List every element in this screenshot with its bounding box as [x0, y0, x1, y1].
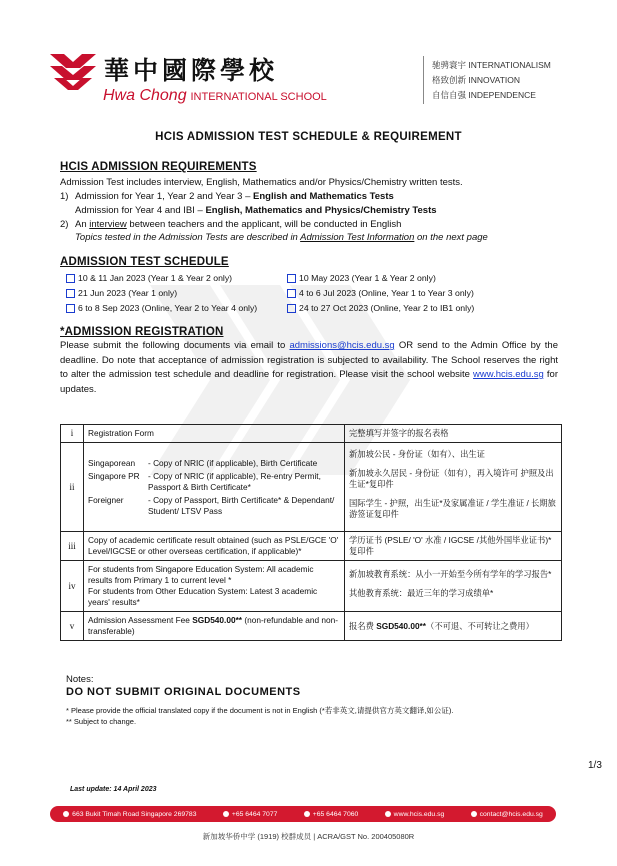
schedule-item: 6 to 8 Sep 2023 (Online, Year 2 to Year 4 only) [66, 303, 257, 313]
do-not-submit-warning: DO NOT SUBMIT ORIGINAL DOCUMENTS [66, 686, 301, 698]
phone-item: +65 6464 7077 [223, 811, 278, 818]
registration-heading: *ADMISSION REGISTRATION [60, 326, 224, 338]
notes-label: Notes: [66, 674, 94, 685]
school-name-english: Hwa Chong INTERNATIONAL SCHOOL [103, 87, 327, 104]
topics-note: Topics tested in the Admission Tests are described in Admission Test Information on the next page [75, 232, 488, 243]
table-row: iv For students from Singapore Education System: All academic results from Primary 1 to current level * For students from Other Education System: Latest 3 academic years' results* 新加坡教育系统：从小一开始至今所有学年的学习报告* 其他教育系统：最近三年的学习成绩单* [61, 561, 562, 612]
checkbox-icon [66, 304, 75, 313]
requirements-intro: Admission Test includes interview, English, Mathematics and/or Physics/Chemistry written tests. [60, 177, 463, 188]
requirements-heading: HCIS ADMISSION REQUIREMENTS [60, 161, 257, 173]
contact-bar [50, 806, 556, 822]
fax-icon [304, 811, 310, 817]
requirement-1a: Admission for Year 1, Year 2 and Year 3 – English and Mathematics Tests [75, 191, 394, 202]
checkbox-icon [287, 304, 296, 313]
schedule-item: 10 & 11 Jan 2023 (Year 1 & Year 2 only) [66, 273, 232, 283]
phone-icon [223, 811, 229, 817]
table-row: i Registration Form 完整填写并签字的报名表格 [61, 425, 562, 443]
globe-icon [385, 811, 391, 817]
website-link[interactable]: www.hcis.edu.sg [473, 369, 544, 380]
school-name-chinese: 華中國際學校 [104, 56, 279, 85]
school-logo-icon [50, 54, 96, 90]
table-row: ii Singaporean - Copy of NRIC (if applicable), Birth Certificate Singapore PR - Copy of NRIC (if applicable), Re-entry Permit, Passport & Birth Certificate* Foreigner - Copy of Passport, Birth Certificate* & Dependant/ Student/ LTSV Pass 新加坡公民 - 身份证（如有）、出生证 新加坡永久居民 - 身份证（如有），再入境许可 护照及出生证*复印件 国际学生 - 护照，出生证*及家属准证 / 学生准证 / 长期旅游签证复印件 [61, 443, 562, 532]
footnote-translation: * Please provide the official translated copy if the document is not in English (*若非英文,请提供官方英文翻译,如公证). [66, 706, 454, 715]
table-row: v Admission Assessment Fee SGD540.00** (non-refundable and non-transferable) 报名费 SGD540.00**（不可退、不可转让之费用） [61, 612, 562, 641]
checkbox-icon [66, 289, 75, 298]
schedule-item: 21 Jun 2023 (Year 1 only) [66, 288, 177, 298]
schedule-item: 10 May 2023 (Year 1 & Year 2 only) [287, 273, 436, 283]
address-item: 663 Bukit Timah Road Singapore 269783 [63, 811, 196, 818]
requirement-2: An interview between teachers and the applicant, will be conducted in English [75, 219, 402, 230]
footnote-subject-to-change: ** Subject to change. [66, 717, 137, 726]
school-motto: 驰骋寰宇 INTERNATIONALISM 格致创新 INNOVATION 自信自强 INDEPENDENCE [432, 60, 551, 100]
fax-item: +65 6464 7060 [304, 811, 359, 818]
requirements-table [60, 424, 562, 641]
registration-paragraph: Please submit the following documents via email to admissions@hcis.edu.sg OR send to the Admin Office by the deadline. Do note that acceptance of admission registration is subjected to availability. The School reserves the right to alter the admission test schedule and deadline for registration. Please visit the school website www.hcis.edu.sg for updates. [60, 340, 558, 395]
schedule-heading: ADMISSION TEST SCHEDULE [60, 256, 229, 268]
page-number: 1/3 [588, 760, 602, 771]
requirement-1-number: 1) [60, 191, 69, 202]
checkbox-icon [287, 289, 296, 298]
document-title: HCIS ADMISSION TEST SCHEDULE & REQUIREMENT [155, 131, 462, 143]
web-item[interactable]: www.hcis.edu.sg [385, 811, 445, 818]
header-divider [423, 56, 424, 104]
checkbox-icon [287, 274, 296, 283]
mail-icon [471, 811, 477, 817]
requirement-1b: Admission for Year 4 and IBI – English, Mathematics and Physics/Chemistry Tests [75, 205, 437, 216]
email-item[interactable]: contact@hcis.edu.sg [471, 811, 543, 818]
admissions-email-link[interactable]: admissions@hcis.edu.sg [289, 340, 395, 351]
table-row: iii Copy of academic certificate result obtained (such as PSLE/GCE 'O' Level/IGCSE or other overseas certification, if applicable)* 学历证书 (PSLE/ 'O' 水准 / IGCSE /其他外国毕业证书)*复印件 [61, 532, 562, 561]
location-icon [63, 811, 69, 817]
requirement-2-number: 2) [60, 219, 69, 230]
checkbox-icon [66, 274, 75, 283]
footer-registration: 新加坡华侨中学 (1919) 校群成员 | ACRA/GST No. 200405080R [202, 832, 415, 841]
last-update: Last update: 14 April 2023 [70, 786, 157, 793]
schedule-item: 24 to 27 Oct 2023 (Online, Year 2 to IB1 only) [287, 303, 474, 313]
schedule-item: 4 to 6 Jul 2023 (Online, Year 1 to Year 3 only) [287, 288, 474, 298]
